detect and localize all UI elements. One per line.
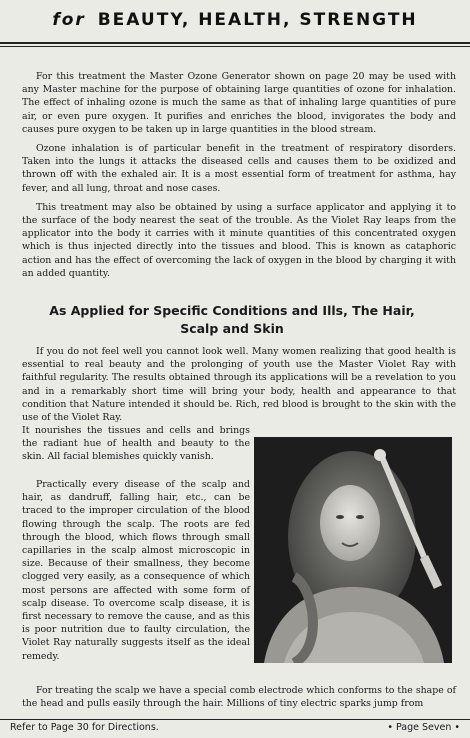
hair-paragraph-3: For treating the scalp we have a special comb electrode which conforms to the shape of the head and pulls easily through the hair. Millions of tiny electric sparks jump from: [22, 685, 456, 710]
hair-paragraph-1-col: It nourishes the tissues and cells and brings the radiant hue of health and beauty to the skin. All facial blemishes quickly vanish.: [22, 425, 250, 463]
header-title: BEAUTY, HEALTH, STRENGTH: [97, 10, 418, 30]
header-lead: for: [52, 10, 86, 30]
intro-paragraph-3: This treatment may also be obtained by using a surface applicator and applying it to the surface of the body nearest the seat of the trouble. As the Violet Ray leaps from the applicator into the body it carries with it minute quantities of this concentrated oxygen which is thus injected directly into the tissues and blood. This is known as cataphoric action and has the effect of overcoming the lack of oxygen in the blood by charging it with an added quantity.: [22, 201, 456, 279]
footer-directions: Refer to Page 30 for Directions.: [10, 722, 159, 733]
hair-intro: [22, 345, 456, 424]
header-rule: [0, 42, 470, 44]
hair-paragraph-1: If you do not feel well you cannot look well. Many women realizing that good health is essential to real beauty and the prolonging of youth use the Master Violet Ray with faithful regularity. The results obtained through its applications will be a revelation to you and in a remarkably short time will bring your body, health and appearance to that condition that Nature intended it should be. Rich, red blood is brought to the skin with the use of the Violet Ray.: [22, 346, 456, 424]
hair-paragraph-2: Practically every disease of the scalp and hair, as dandruff, falling hair, etc., can be traced to the improper circulation of the blood flowing through the scalp. The roots are fed through the blood, which flows through small capillaries in the scalp almost microscopic in size. Because of their smallness, they become clogged very easily, as a consequence of which most persons are affected with some form of scalp disease. To overcome scalp disease, it is first necessary to remove the cause, and as this is poor nutrition due to faulty circulation, the Violet Ray naturally suggests itself as the ideal remedy.: [22, 479, 250, 662]
intro-section: [22, 70, 456, 280]
woman-portrait-photo: [254, 437, 452, 663]
intro-paragraph-2: Ozone inhalation is of particular benefit in the treatment of respiratory disorders. Taken into the lungs it attacks the diseased cells and causes them to be oxidized and thrown off with the exhaled air. It is a most essential form of treatment for asthma, hay fever, and all lung, throat and nose cases.: [22, 143, 456, 194]
hair-conclusion: [22, 684, 456, 710]
section-heading-line-2: Scalp and Skin: [180, 321, 284, 336]
header-rule-thin: [0, 46, 470, 47]
page-header: [0, 0, 470, 40]
hair-column: [22, 478, 250, 663]
hair-paragraph-1-continued: [22, 424, 250, 464]
footer-rule: [0, 719, 470, 720]
section-heading: [22, 302, 442, 338]
section-heading-line-1: As Applied for Specific Conditions and Ills, The Hair,: [49, 303, 415, 318]
intro-paragraph-1: For this treatment the Master Ozone Generator shown on page 20 may be used with any Master machine for the purpose of obtaining large quantities of ozone for inhalation. The effect of inhaling ozone is much the same as that of inhaling large quantities of pure air, or even pure oxygen. It purifies and enriches the blood, invigorates the body and causes pure oxygen to be taken up in large quantities in the blood stream.: [22, 71, 456, 135]
page-number: • Page Seven •: [387, 722, 460, 733]
